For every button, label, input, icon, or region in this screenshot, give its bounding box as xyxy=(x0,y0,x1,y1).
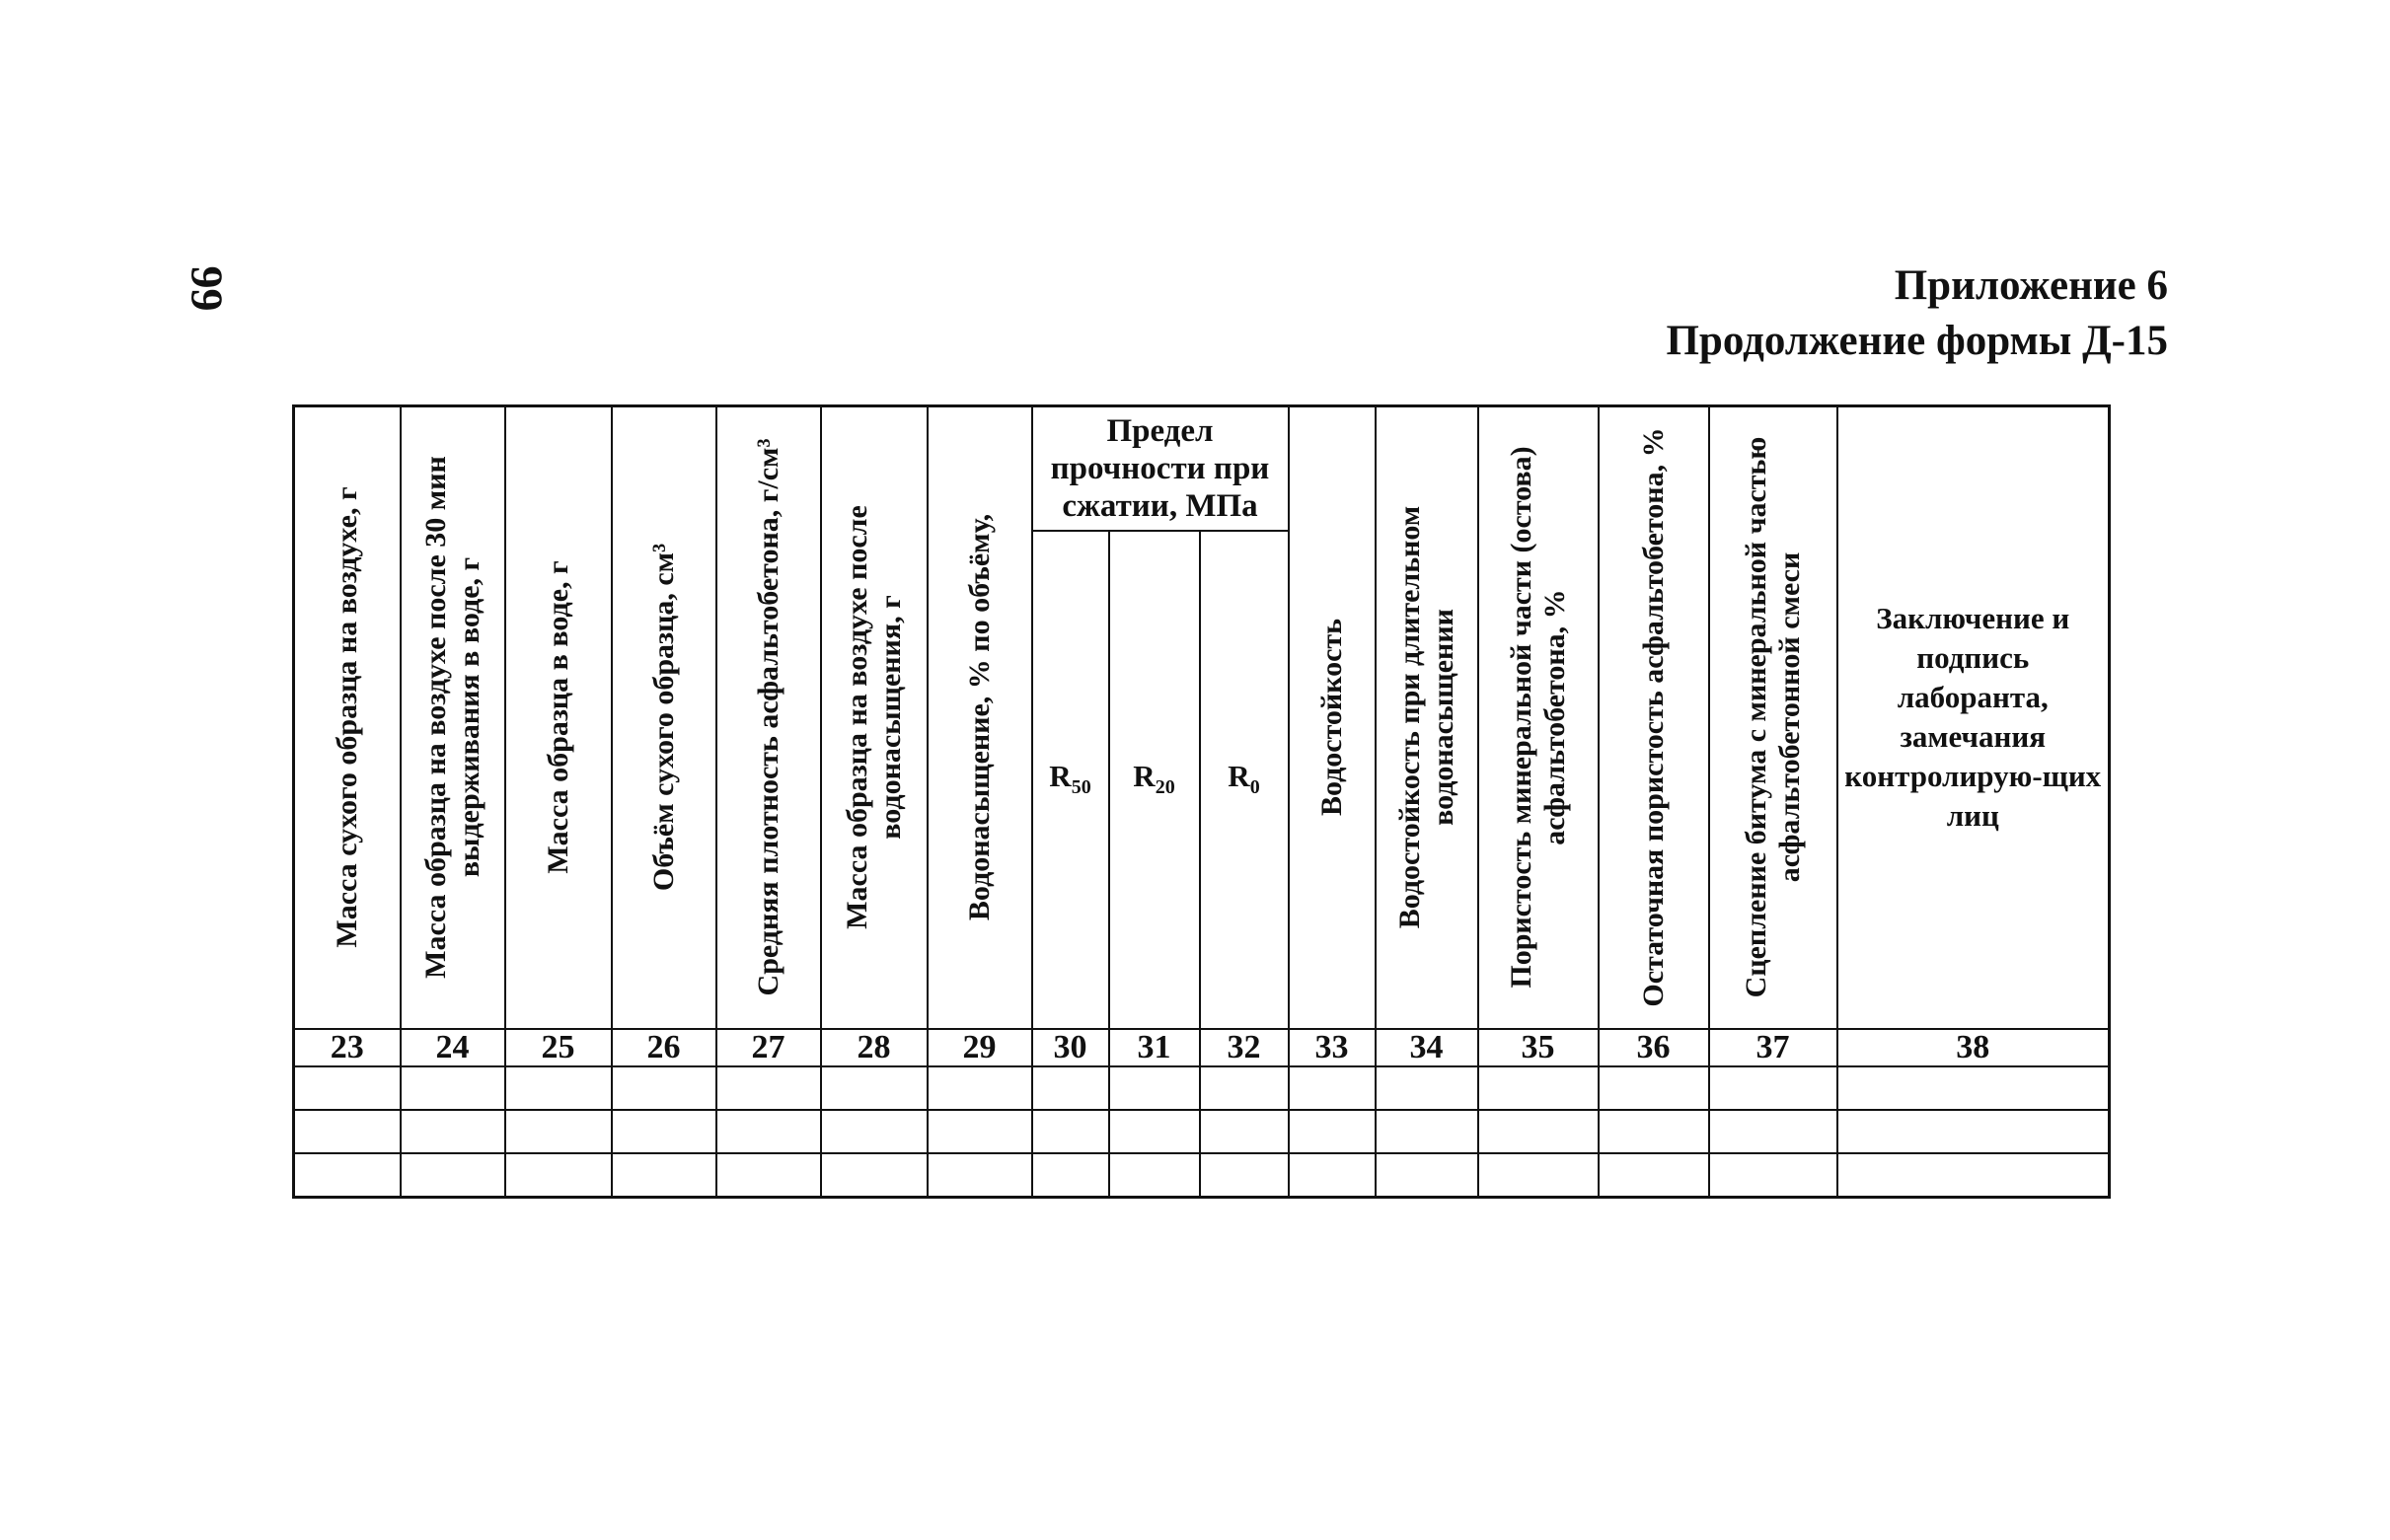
col-number: 25 xyxy=(505,1029,612,1066)
table-cell[interactable] xyxy=(1478,1066,1599,1110)
page-number: 99 xyxy=(182,265,233,312)
col-number: 31 xyxy=(1109,1029,1200,1066)
table-cell[interactable] xyxy=(612,1066,716,1110)
form-continuation-title: Продолжение формы Д-15 xyxy=(1666,318,2168,364)
col-24-header: Масса образца на воздухе после 30 мин выдерживания в воде, г xyxy=(401,406,505,1029)
col-23-header: Масса сухого образца на воздухе, г xyxy=(294,406,401,1029)
col-35-header: Пористость минеральной части (остова) асфальтобетона, % xyxy=(1478,406,1599,1029)
col-number: 36 xyxy=(1599,1029,1709,1066)
table-cell[interactable] xyxy=(716,1066,821,1110)
col-number: 29 xyxy=(928,1029,1032,1066)
table-cell[interactable] xyxy=(1837,1110,2110,1153)
col-26-header: Объём сухого образца, см³ xyxy=(612,406,716,1029)
table-cell[interactable] xyxy=(505,1110,612,1153)
table-cell[interactable] xyxy=(612,1153,716,1198)
col-number: 24 xyxy=(401,1029,505,1066)
table-cell[interactable] xyxy=(1599,1110,1709,1153)
table-cell[interactable] xyxy=(294,1066,401,1110)
col-number: 30 xyxy=(1032,1029,1109,1066)
table-cell[interactable] xyxy=(1376,1153,1478,1198)
table-cell[interactable] xyxy=(1032,1110,1109,1153)
col-37-header: Сцепление битума с минеральной частью асфальтобетонной смеси xyxy=(1709,406,1837,1029)
table-cell[interactable] xyxy=(1200,1153,1289,1198)
col-number: 34 xyxy=(1376,1029,1478,1066)
appendix-title: Приложение 6 xyxy=(1894,262,2168,309)
strength-r0-header: $R_0$ xyxy=(1200,531,1289,1029)
table-cell[interactable] xyxy=(1289,1153,1376,1198)
col-28-header: Масса образца на воздухе после водонасыщения, г xyxy=(821,406,928,1029)
col-number: 35 xyxy=(1478,1029,1599,1066)
table-row xyxy=(294,1066,2110,1110)
table-cell[interactable] xyxy=(1376,1110,1478,1153)
column-number-row xyxy=(294,1029,2110,1066)
table-cell[interactable] xyxy=(928,1153,1032,1198)
table-cell[interactable] xyxy=(612,1110,716,1153)
col-29-header: Водонасыщение, % по объёму, xyxy=(928,406,1032,1029)
table-cell[interactable] xyxy=(1709,1153,1837,1198)
table-cell[interactable] xyxy=(401,1153,505,1198)
col-number: 37 xyxy=(1709,1029,1837,1066)
table-cell[interactable] xyxy=(928,1110,1032,1153)
col-number: 26 xyxy=(612,1029,716,1066)
table-cell[interactable] xyxy=(821,1110,928,1153)
col-number: 27 xyxy=(716,1029,821,1066)
table-cell[interactable] xyxy=(1709,1066,1837,1110)
table-cell[interactable] xyxy=(294,1153,401,1198)
table-cell[interactable] xyxy=(1032,1066,1109,1110)
table-cell[interactable] xyxy=(1837,1066,2110,1110)
col-34-header: Водостойкость при длительном водонасыщении xyxy=(1376,406,1478,1029)
strength-r20-header: $R_{20}$ xyxy=(1109,531,1200,1029)
form-d15-table xyxy=(292,404,2111,1199)
col-36-header: Остаточная пористость асфальтобетона, % xyxy=(1599,406,1709,1029)
table-cell[interactable] xyxy=(401,1066,505,1110)
table-cell[interactable] xyxy=(294,1110,401,1153)
table-cell[interactable] xyxy=(1200,1110,1289,1153)
col-number: 28 xyxy=(821,1029,928,1066)
table-cell[interactable] xyxy=(505,1153,612,1198)
table-cell[interactable] xyxy=(821,1153,928,1198)
table-cell[interactable] xyxy=(505,1066,612,1110)
table-cell[interactable] xyxy=(1478,1153,1599,1198)
table-cell[interactable] xyxy=(401,1110,505,1153)
col-number: 32 xyxy=(1200,1029,1289,1066)
col-27-header: Средняя плотность асфальтобетона, г/см³ xyxy=(716,406,821,1029)
table-cell[interactable] xyxy=(1032,1153,1109,1198)
table-cell[interactable] xyxy=(1109,1153,1200,1198)
col-number: 23 xyxy=(294,1029,401,1066)
table-cell[interactable] xyxy=(1109,1066,1200,1110)
col-33-header: Водостойкость xyxy=(1289,406,1376,1029)
strength-group-header: Предел прочности при сжатии, МПа xyxy=(1032,406,1289,531)
table-cell[interactable] xyxy=(1709,1110,1837,1153)
table-cell[interactable] xyxy=(1200,1066,1289,1110)
table-cell[interactable] xyxy=(821,1066,928,1110)
table-row xyxy=(294,1153,2110,1198)
appendix-header xyxy=(1666,258,2168,369)
table-cell[interactable] xyxy=(1599,1066,1709,1110)
col-number: 38 xyxy=(1837,1029,2110,1066)
col-38-header: Заключение и подпись лаборанта, замечания контролирую-щих лиц xyxy=(1837,406,2110,1029)
table-cell[interactable] xyxy=(928,1066,1032,1110)
table-row xyxy=(294,1110,2110,1153)
table-cell[interactable] xyxy=(716,1110,821,1153)
table-cell[interactable] xyxy=(1837,1153,2110,1198)
table-cell[interactable] xyxy=(1109,1110,1200,1153)
table-cell[interactable] xyxy=(1289,1066,1376,1110)
table-cell[interactable] xyxy=(1478,1110,1599,1153)
table-cell[interactable] xyxy=(1376,1066,1478,1110)
table-cell[interactable] xyxy=(1599,1153,1709,1198)
col-number: 33 xyxy=(1289,1029,1376,1066)
table-cell[interactable] xyxy=(716,1153,821,1198)
strength-r50-header: $R_{50}$ xyxy=(1032,531,1109,1029)
col-25-header: Масса образца в воде, г xyxy=(505,406,612,1029)
table-cell[interactable] xyxy=(1289,1110,1376,1153)
